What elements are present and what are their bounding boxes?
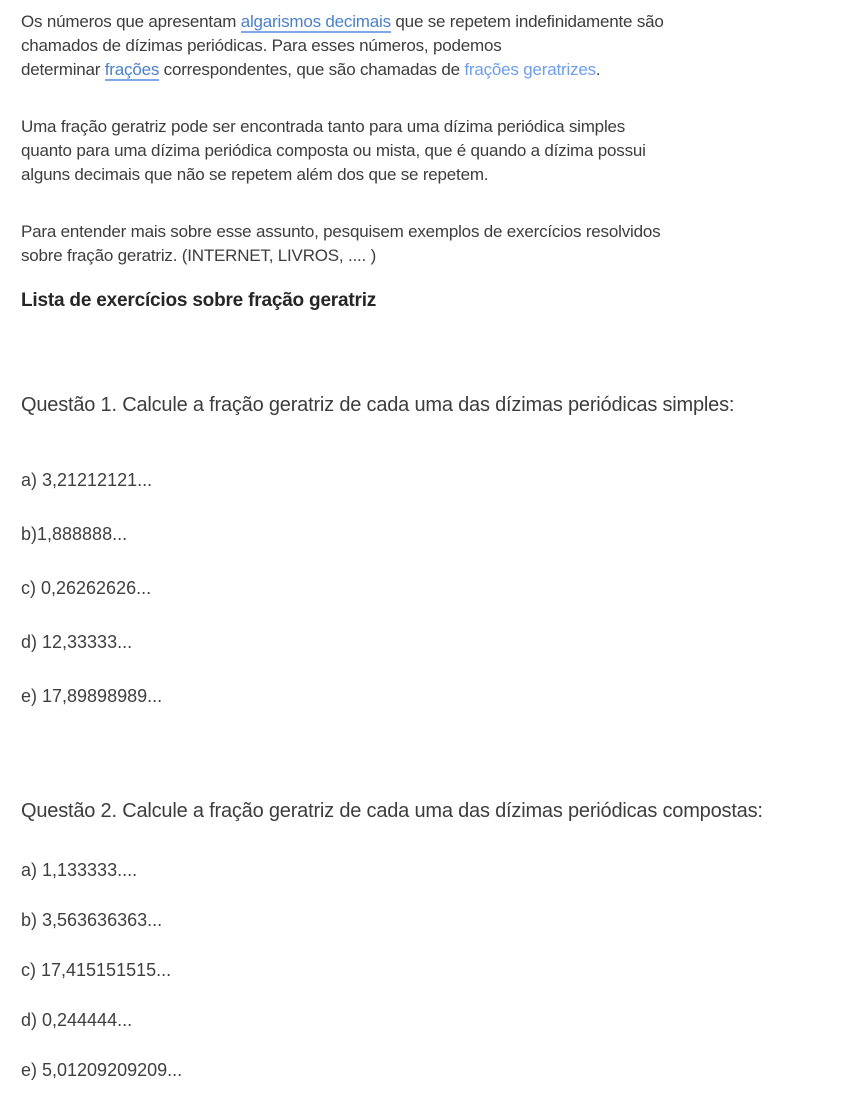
question-1-item-a: a) 3,21212121...: [21, 470, 153, 490]
link-algarismos-decimais[interactable]: algarismos decimais: [240, 12, 391, 31]
question-1-item-d: d) 12,33333...: [21, 632, 133, 652]
question-2-item-c: c) 17,415151515...: [21, 960, 172, 980]
text-run: sobre fração geratriz. (INTERNET, LIVROS, .... ): [21, 246, 377, 265]
question-1-item-b: b)1,888888...: [21, 524, 128, 544]
question-2-items: [21, 858, 827, 1082]
text-run: determinar: [21, 60, 105, 79]
text-run: que se repetem indefinidamente são: [390, 12, 664, 31]
exercise-list-heading: Lista de exercícios sobre fração geratriz: [21, 290, 377, 311]
question-1-item-e: e) 17,89898989...: [21, 686, 163, 706]
question-1-title: Questão 1. Calcule a fração geratriz de cada uma das dízimas periódicas simples:: [21, 394, 735, 416]
intro-paragraph-3: [21, 220, 827, 268]
question-2-item-e: e) 5,01209209209...: [21, 1060, 183, 1080]
text-run: alguns decimais que não se repetem além dos que se repetem.: [21, 165, 489, 184]
text-run: chamados de dízimas periódicas. Para esses números, podemos: [21, 36, 502, 55]
intro-paragraph-2: [21, 115, 827, 187]
question-1-items: [21, 468, 827, 708]
text-run: Para entender mais sobre esse assunto, pesquisem exemplos de exercícios resolvidos: [21, 222, 661, 241]
question-2-item-d: d) 0,244444...: [21, 1010, 133, 1030]
question-1-item-c: c) 0,26262626...: [21, 578, 152, 598]
text-run: Uma fração geratriz pode ser encontrada tanto para uma dízima periódica simples: [21, 117, 626, 136]
question-2-item-a: a) 1,133333....: [21, 860, 138, 880]
text-run: Os números que apresentam: [21, 12, 241, 31]
link-fracoes[interactable]: frações: [104, 60, 160, 79]
intro-paragraph-1: [21, 10, 827, 82]
link-fracoes-geratrizes[interactable]: frações geratrizes: [464, 60, 596, 79]
question-2-item-b: b) 3,563636363...: [21, 910, 163, 930]
question-2-title: Questão 2. Calcule a fração geratriz de cada uma das dízimas periódicas compostas:: [21, 800, 763, 822]
text-run: correspondentes, que são chamadas de: [159, 60, 465, 79]
text-run: .: [595, 60, 601, 79]
text-run: quanto para uma dízima periódica composta ou mista, que é quando a dízima possui: [21, 141, 646, 160]
